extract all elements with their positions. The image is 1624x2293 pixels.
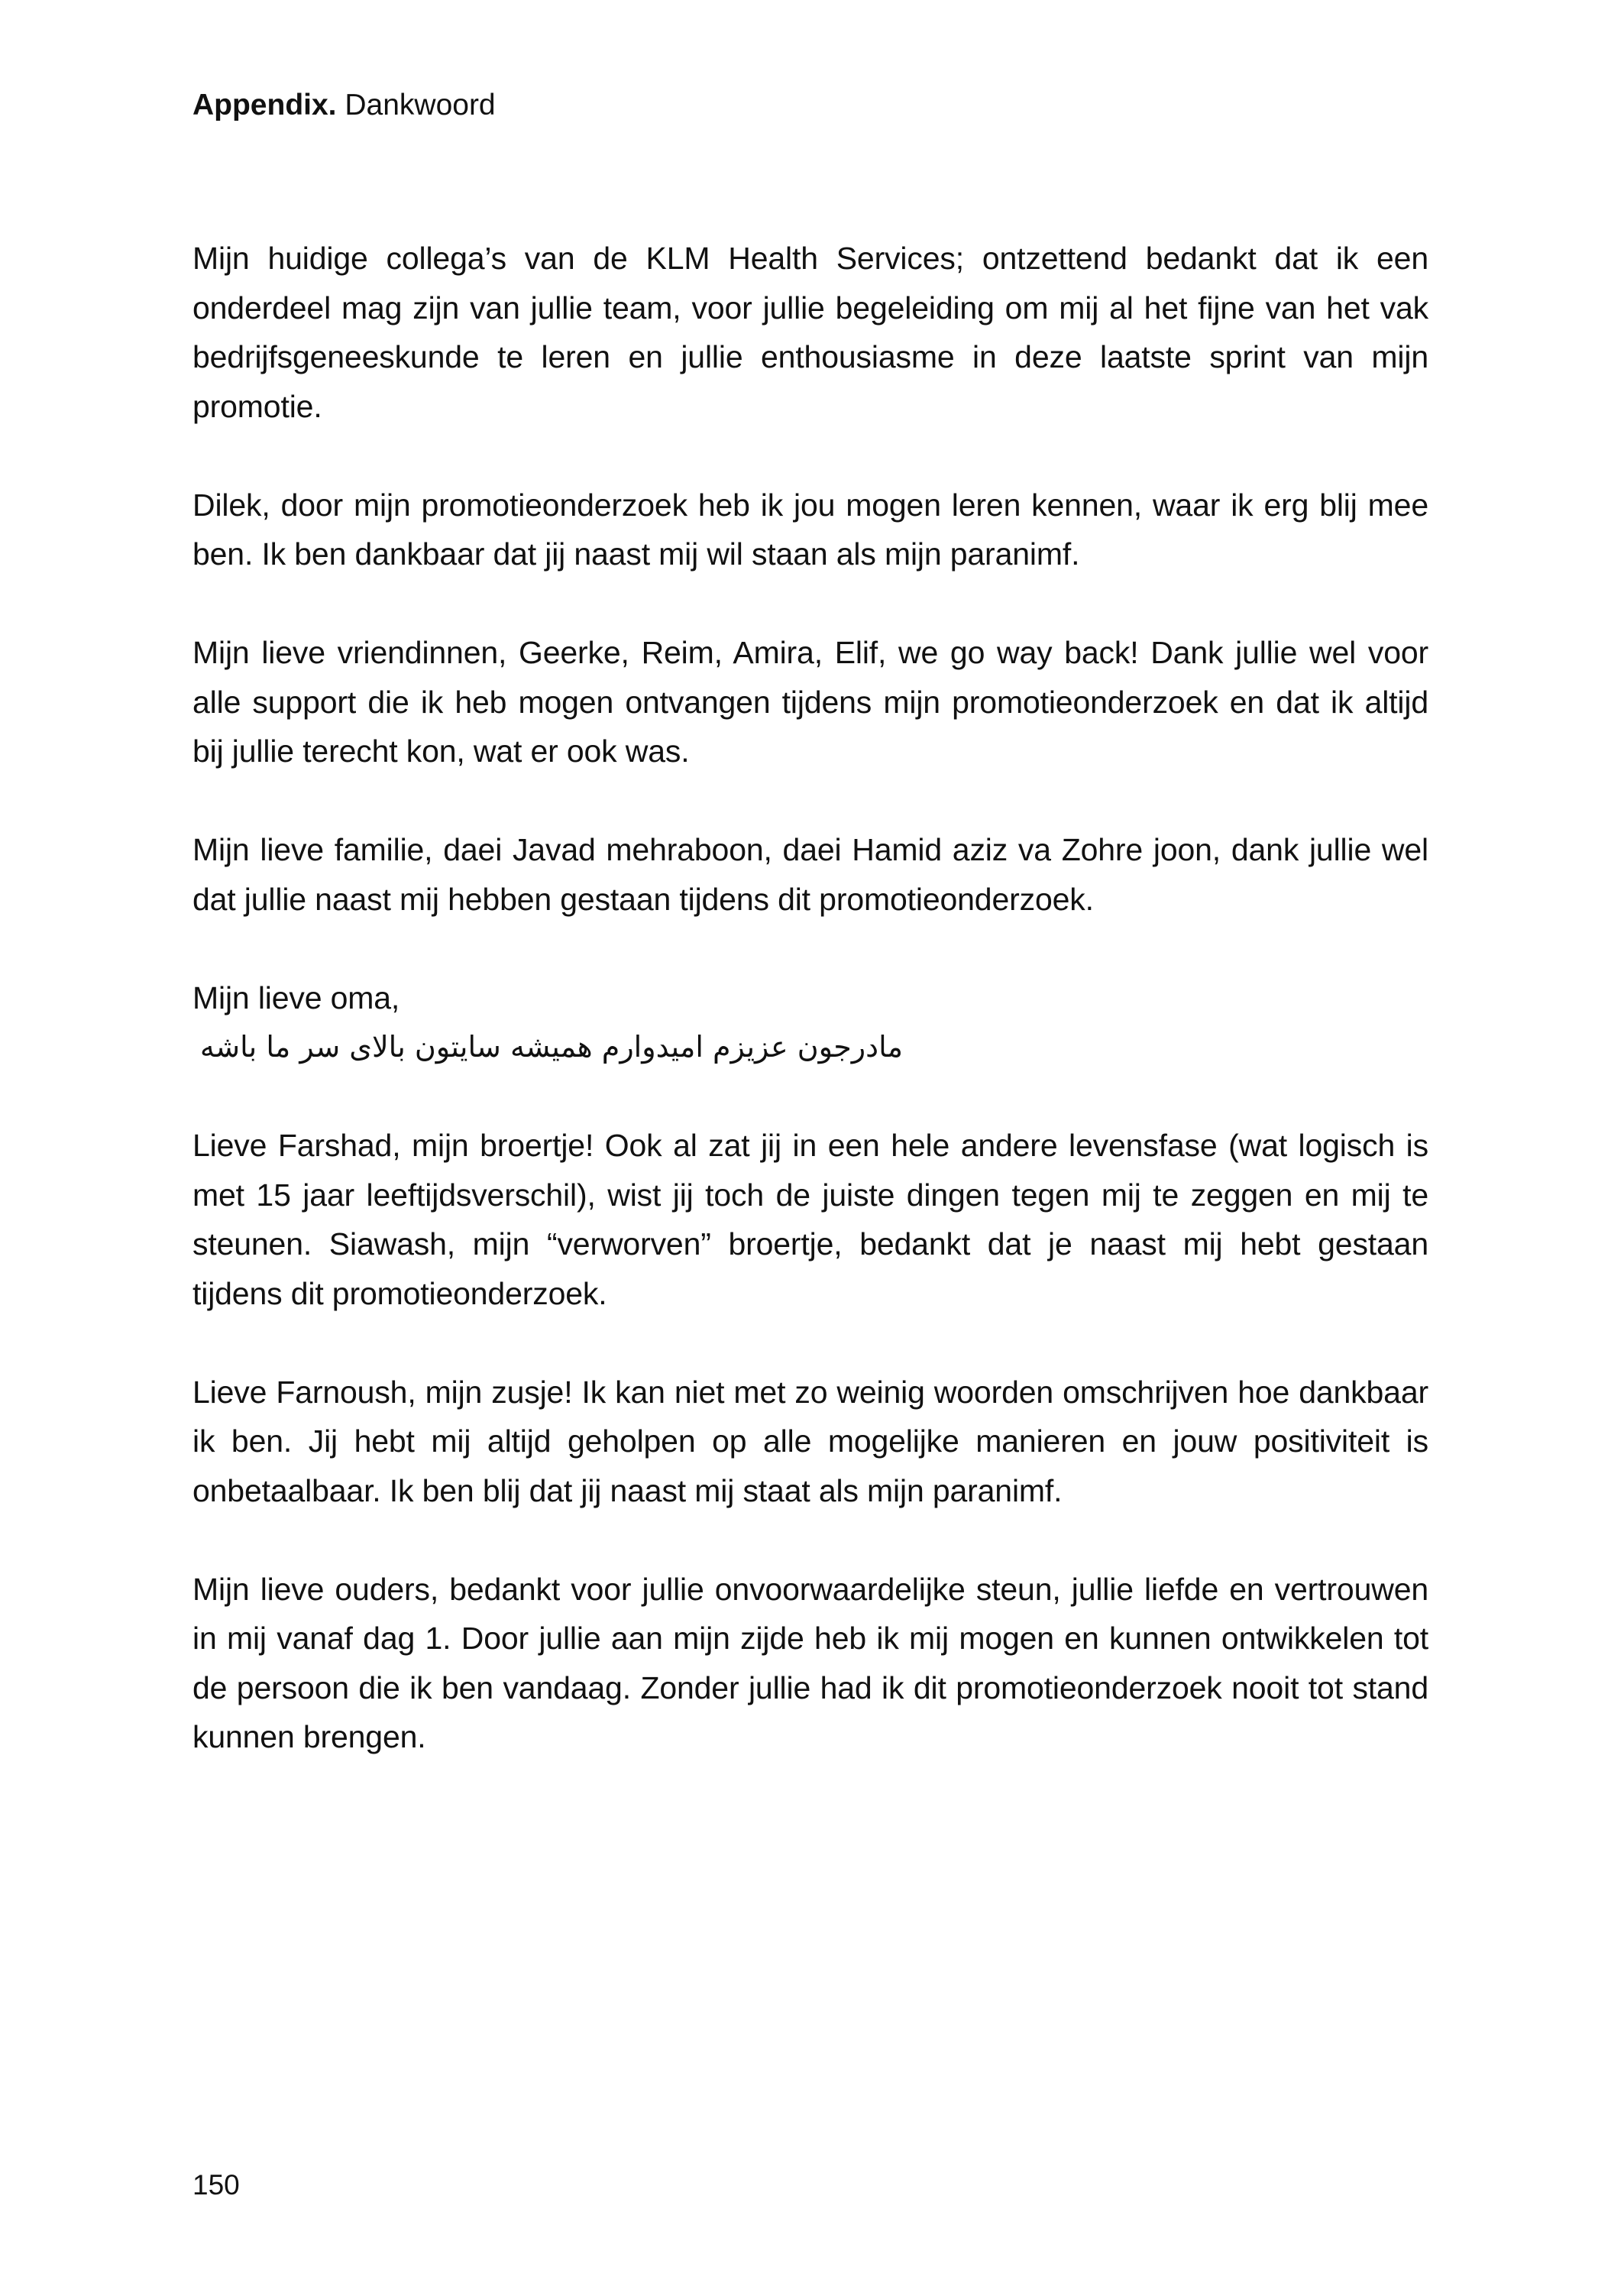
- acknowledgements-body: [192, 234, 1428, 1811]
- grandmother-salutation: Mijn lieve oma,: [192, 980, 400, 1015]
- paragraph-farnoush: Lieve Farnoush, mijn zusje! Ik kan niet met zo weinig woorden omschrijven hoe dankbaar ik ben. Jij hebt mij altijd geholpen op alle mogelijke manieren en jouw positiviteit is onbetaalbaar. Ik ben blij dat jij naast mij staat als mijn paranimf.: [192, 1374, 1428, 1508]
- paragraph-colleagues: Mijn huidige collega’s van de KLM Health Services; ontzettend bedankt dat ik een onderdeel mag zijn van jullie team, voor jullie begeleiding om mij al het fijne van het vak bedrijfsgeneeskunde te leren en jullie enthousiasme in deze laatste sprint van mijn promotie.: [192, 241, 1428, 424]
- paragraph-friends: Mijn lieve vriendinnen, Geerke, Reim, Amira, Elif, we go way back! Dank jullie wel voor alle support die ik heb mogen ontvangen tijdens mijn promotieonderzoek en dat ik altijd bij jullie terecht kon, wat er ook was.: [192, 635, 1428, 769]
- paragraph-family: Mijn lieve familie, daei Javad mehraboon, daei Hamid aziz va Zohre joon, dank jullie wel dat jullie naast mij hebben gestaan tijdens dit promotieonderzoek.: [192, 832, 1428, 917]
- section-title: Dankwoord: [345, 89, 496, 121]
- page-number: 150: [192, 2169, 240, 2201]
- paragraph-dilek: Dilek, door mijn promotieonderzoek heb ik jou mogen leren kennen, waar ik erg blij mee ben. Ik ben dankbaar dat jij naast mij wil staan als mijn paranimf.: [192, 487, 1428, 572]
- section-label: Appendix.: [192, 89, 337, 121]
- running-header: [192, 86, 496, 125]
- paragraph-grandmother: [192, 973, 1428, 1072]
- paragraph-parents: Mijn lieve ouders, bedankt voor jullie onvoorwaardelijke steun, jullie liefde en vertrouwen in mij vanaf dag 1. Door jullie aan mijn zijde heb ik mij mogen en kunnen ontwikkelen tot de persoon die ik ben vandaag. Zonder jullie had ik dit promotieonderzoek nooit tot stand kunnen brengen.: [192, 1571, 1428, 1754]
- paragraph-farshad: Lieve Farshad, mijn broertje! Ook al zat jij in een hele andere levensfase (wat logisch is met 15 jaar leeftijdsverschil), wist jij toch de juiste dingen tegen mij te zeggen en mij te steunen. Siawash, mijn “verworven” broertje, bedankt dat je naast mij hebt gestaan tijdens dit promotieonderzoek.: [192, 1128, 1428, 1311]
- persian-dedication: مادرجون عزیزم امیدوارم همیشه سایتون بالای سر ما باشه: [199, 1030, 903, 1064]
